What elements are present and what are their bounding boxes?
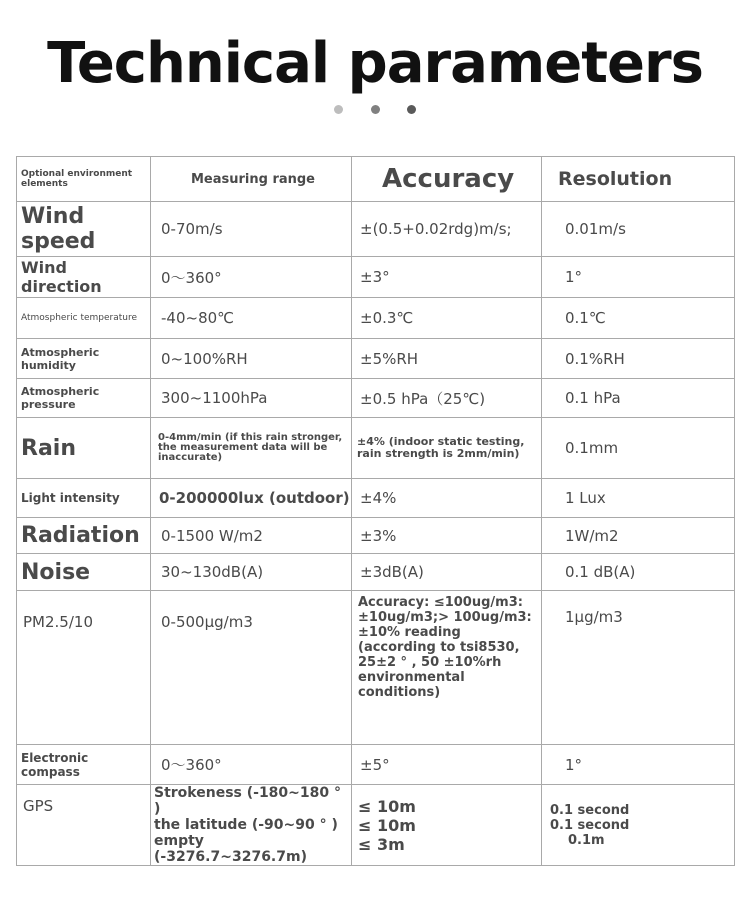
accuracy-cell: Accuracy: ≤100ug/m3: ±10ug/m3;> 100ug/m3: ±10% reading (according to tsi8530, 25±2 ° , 50 ±10%rh environmental conditions) (352, 591, 542, 745)
element-cell: Wind direction (17, 257, 151, 298)
range-cell: 0-500μg/m3 (151, 591, 352, 745)
element-cell: Atmospheric temperature (17, 298, 151, 339)
gps-range-line: Strokeness (-180~180 ° ) (154, 785, 341, 817)
element-cell: Noise (17, 554, 151, 591)
page-title: Technical parameters (47, 31, 703, 96)
header-accuracy: Accuracy (352, 157, 542, 202)
gps-accuracy-line: ≤ 10m (358, 796, 416, 816)
table-row (17, 379, 735, 418)
accuracy-cell: ±3dB(A) (352, 554, 542, 591)
element-cell: Electronic compass (17, 745, 151, 785)
gps-accuracy-line: ≤ 10m (358, 815, 416, 835)
dot-indicator (407, 105, 416, 114)
gps-resolution-line: 0.1m (568, 832, 605, 848)
accuracy-cell: ±3° (352, 257, 542, 298)
range-cell: -40~80℃ (151, 298, 352, 339)
range-cell: 0~100%RH (151, 339, 352, 379)
accuracy-cell: ±0.5 hPa（25℃) (352, 379, 542, 418)
gps-range-line: (-3276.7~3276.7m) (154, 849, 307, 865)
table-header-row (17, 157, 735, 202)
element-cell: Atmospheric humidity (17, 339, 151, 379)
accuracy-cell: ±4% (352, 479, 542, 518)
accuracy-cell: ±5%RH (352, 339, 542, 379)
table-row (17, 298, 735, 339)
range-cell: 0-1500 W/m2 (151, 518, 352, 554)
table-row (17, 518, 735, 554)
resolution-cell: 0.1℃ (542, 298, 735, 339)
element-cell: Wind speed (17, 202, 151, 257)
accuracy-cell (352, 785, 542, 866)
table-row (17, 745, 735, 785)
resolution-cell: 1° (542, 257, 735, 298)
table-row (17, 418, 735, 479)
gps-resolution-line: 0.1 second (550, 802, 630, 818)
range-cell: 30~130dB(A) (151, 554, 352, 591)
table-row (17, 339, 735, 379)
range-cell: 0～360° (151, 257, 352, 298)
element-cell: Radiation (17, 518, 151, 554)
element-cell: GPS (17, 785, 151, 866)
resolution-cell: 0.01m/s (542, 202, 735, 257)
resolution-cell: 1W/m2 (542, 518, 735, 554)
header-range: Measuring range (151, 157, 352, 202)
element-cell: PM2.5/10 (17, 591, 151, 745)
accuracy-cell: ±0.3℃ (352, 298, 542, 339)
table-row (17, 257, 735, 298)
dot-indicator (371, 105, 380, 114)
carousel-dots (0, 105, 750, 117)
resolution-cell: 1μg/m3 (542, 591, 735, 745)
resolution-cell: 0.1 hPa (542, 379, 735, 418)
resolution-cell: 0.1%RH (542, 339, 735, 379)
accuracy-cell: ±3% (352, 518, 542, 554)
gps-accuracy-line: ≤ 3m (358, 834, 405, 854)
parameters-table (16, 156, 735, 866)
dot-indicator (334, 105, 343, 114)
gps-resolution-line: 0.1 second (550, 817, 630, 833)
accuracy-cell: ±(0.5+0.02rdg)m/s; (352, 202, 542, 257)
range-cell: 0-200000lux (outdoor) (151, 479, 352, 518)
table-row (17, 554, 735, 591)
range-cell (151, 785, 352, 866)
resolution-cell: 0.1 dB(A) (542, 554, 735, 591)
table-row (17, 785, 735, 866)
gps-range-line: empty (154, 833, 204, 849)
header-element: Optional environment elements (17, 157, 151, 202)
accuracy-cell: ±4% (indoor static testing, rain strength is 2mm/min) (352, 418, 542, 479)
element-cell: Rain (17, 418, 151, 479)
range-cell: 0-4mm/min (if this rain stronger, the measurement data will be inaccurate) (151, 418, 352, 479)
table-row (17, 202, 735, 257)
accuracy-cell: ±5° (352, 745, 542, 785)
element-cell: Atmospheric pressure (17, 379, 151, 418)
range-cell: 300~1100hPa (151, 379, 352, 418)
range-cell: 0～360° (151, 745, 352, 785)
range-cell: 0-70m/s (151, 202, 352, 257)
header-resolution: Resolution (542, 157, 735, 202)
element-cell: Light intensity (17, 479, 151, 518)
resolution-cell: 1 Lux (542, 479, 735, 518)
resolution-cell: 0.1mm (542, 418, 735, 479)
table-row (17, 479, 735, 518)
resolution-cell (542, 785, 735, 866)
resolution-cell: 1° (542, 745, 735, 785)
gps-range-line: the latitude (-90~90 ° ) (154, 817, 338, 833)
table-row (17, 591, 735, 745)
